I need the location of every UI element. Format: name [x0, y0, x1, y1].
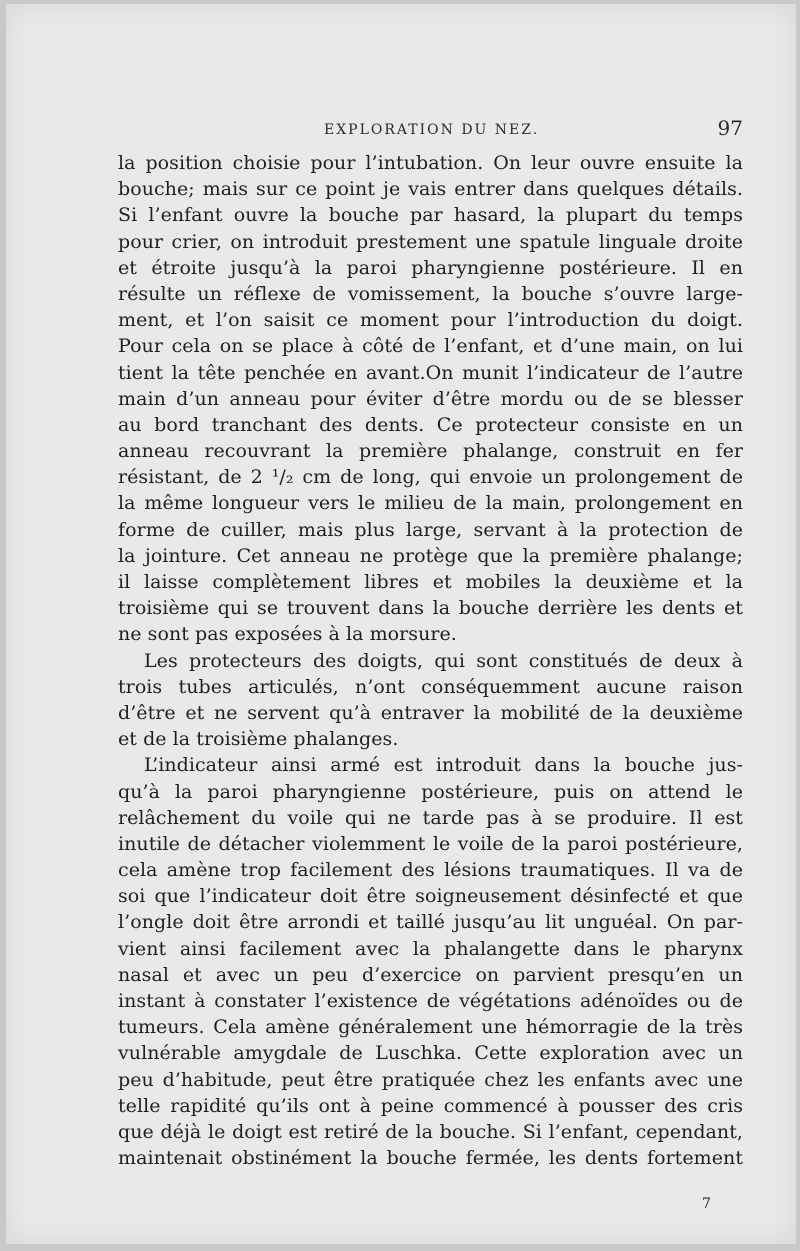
text-line: et étroite jusqu’à la paroi pharyngienne postérieure. Il en — [118, 256, 743, 279]
page-number: 97 — [717, 116, 743, 140]
text-line: la même longueur vers le milieu de la main, prolongement en — [118, 492, 743, 515]
text-line: peu d’habitude, peut être pratiquée chez les enfants avec une — [118, 1068, 743, 1091]
text-line: l’ongle doit être arrondi et taillé jusqu’au lit unguéal. On par- — [118, 911, 743, 934]
text-line: instant à constater l’existence de végétations adénoïdes ou de — [118, 990, 743, 1012]
text-line: main d’un anneau pour éviter d’être mordu ou de se blesser — [118, 387, 743, 410]
text-line: et de la troisième phalanges. — [118, 728, 399, 751]
text-line: qu’à la paroi pharyngienne postérieure, puis on attend le — [118, 780, 743, 803]
text-line: vulnérable amygdale de Luschka. Cette exploration avec un — [118, 1042, 743, 1065]
text-line: Pour cela on se place à côté de l’enfant, et d’une main, on lui — [118, 335, 743, 358]
text-line: relâchement du voile qui ne tarde pas à se produire. Il est — [118, 806, 743, 829]
text-line: résulte un réflexe de vomissement, la bouche s’ouvre large- — [118, 282, 743, 305]
text-line: ment, et l’on saisit ce moment pour l’introduction du doigt. — [118, 309, 743, 332]
text-line: pour crier, on introduit prestement une spatule linguale droite — [118, 230, 743, 253]
text-line: nasal et avec un peu d’exercice on parvient presqu’en un — [118, 963, 743, 986]
text-line: inutile de détacher violemment le voile de la paroi postérieure, — [118, 832, 743, 855]
text-line: au bord tranchant des dents. Ce protecteur consiste en un — [118, 413, 743, 436]
text-line: vient ainsi facilement avec la phalangette dans le pharynx — [118, 937, 743, 960]
text-line: soi que l’indicateur doit être soigneusement désinfecté et que — [118, 885, 743, 908]
text-line: Si l’enfant ouvre la bouche par hasard, la plupart du temps — [118, 204, 743, 227]
text-line: la position choisie pour l’intubation. On leur ouvre ensuite la — [118, 152, 743, 174]
text-line: Les protecteurs des doigts, qui sont constitués de deux à — [144, 649, 743, 672]
text-line: tient la tête penchée en avant.On munit l’indicateur de l’autre — [118, 361, 743, 384]
text-line: troisième qui se trouvent dans la bouche derrière les dents et — [118, 597, 743, 620]
page-header — [124, 116, 749, 146]
text-line: maintenait obstinément la bouche fermée, les dents fortement — [118, 1147, 743, 1170]
signature-mark: 7 — [702, 1196, 711, 1212]
text-line: trois tubes articulés, n’ont conséquemment aucune raison — [118, 675, 743, 698]
text-line: bouche; mais sur ce point je vais entrer dans quelques détails. — [118, 178, 743, 201]
text-line: forme de cuiller, mais plus large, servant à la protection de — [118, 518, 743, 541]
text-line: tumeurs. Cela amène généralement une hémorragie de la très — [118, 1016, 743, 1039]
text-line: il laisse complètement libres et mobiles la deuxième et la — [118, 571, 743, 593]
text-line: L’indicateur ainsi armé est introduit dans la bouche jus- — [144, 754, 743, 777]
text-line: cela amène trop facilement des lésions traumatiques. Il va de — [118, 859, 743, 882]
text-line: d’être et ne servent qu’à entraver la mobilité de la deuxième — [118, 701, 743, 724]
text-line: résistant, de 2 ¹/₂ cm de long, qui envoie un prolongement de — [118, 466, 743, 489]
text-line: telle rapidité qu’ils ont à peine commencé à pousser des cris — [118, 1094, 743, 1117]
text-line: la jointure. Cet anneau ne protège que la première phalange; — [118, 544, 743, 567]
text-line: ne sont pas exposées à la morsure. — [118, 623, 457, 646]
text-line: que déjà le doigt est retiré de la bouche. Si l’enfant, cependant, — [118, 1120, 743, 1143]
text-line: anneau recouvrant la première phalange, construit en fer — [118, 440, 743, 463]
running-head: EXPLORATION DU NEZ. — [324, 122, 540, 138]
body-text — [118, 150, 743, 1171]
